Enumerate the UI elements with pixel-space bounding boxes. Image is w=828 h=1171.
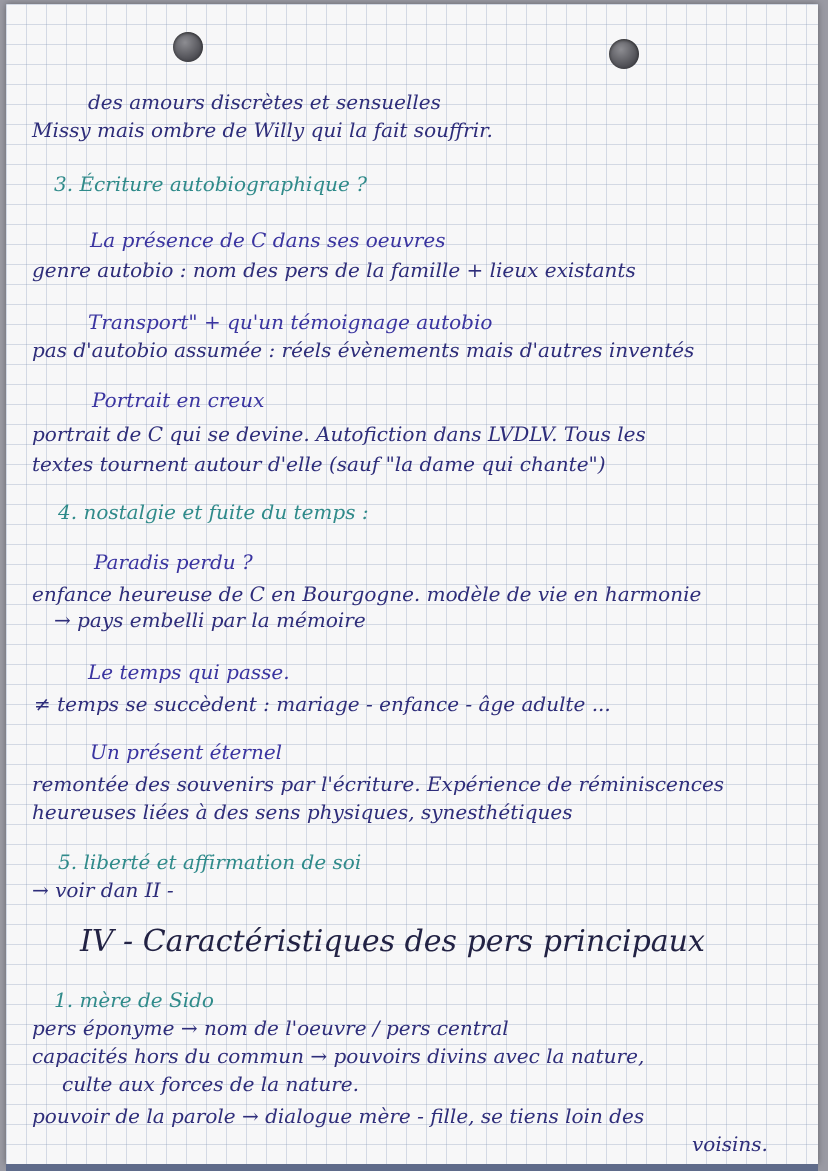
text-line: Missy mais ombre de Willy qui la fait souffrir. [32, 118, 493, 142]
subheading: Transport" + qu'un témoignage autobio [88, 310, 493, 334]
text-line: voisins. [692, 1132, 768, 1156]
text-line: pas d'autobio assumée : réels évènements mais d'autres inventés [32, 338, 695, 362]
text-line: → voir dan II - [32, 878, 174, 902]
subheading: Paradis perdu ? [94, 550, 253, 574]
text-line: → pays embelli par la mémoire [54, 608, 366, 632]
section-heading: 3. Écriture autobiographique ? [54, 172, 367, 196]
part-heading: IV - Caractéristiques des pers principaux [80, 924, 705, 959]
notebook-page [6, 4, 818, 1164]
text-line: textes tournent autour d'elle (sauf "la dame qui chante") [32, 452, 606, 476]
text-line: remontée des souvenirs par l'écriture. Expérience de réminiscences [32, 772, 725, 796]
subheading: La présence de C dans ses oeuvres [90, 228, 446, 252]
text-line: portrait de C qui se devine. Autofiction dans LVDLV. Tous les [32, 422, 646, 446]
text-line: pers éponyme → nom de l'oeuvre / pers central [32, 1016, 509, 1040]
section-heading: 1. mère de Sido [54, 988, 214, 1012]
text-line: des amours discrètes et sensuelles [88, 90, 441, 114]
text-line: genre autobio : nom des pers de la famille + lieux existants [32, 258, 636, 282]
text-line: heureuses liées à des sens physiques, synesthétiques [32, 800, 573, 824]
subheading: Portrait en creux [92, 388, 265, 412]
punch-hole-left [173, 32, 203, 62]
punch-hole-right [609, 39, 639, 69]
subheading: Le temps qui passe. [88, 660, 290, 684]
text-line: capacités hors du commun → pouvoirs divins avec la nature, [32, 1044, 645, 1068]
subheading: Un présent éternel [90, 740, 283, 764]
text-line: culte aux forces de la nature. [62, 1072, 359, 1096]
section-heading: 5. liberté et affirmation de soi [58, 850, 362, 874]
desk-edge [6, 1164, 818, 1171]
section-heading: 4. nostalgie et fuite du temps : [58, 500, 369, 524]
text-line: pouvoir de la parole → dialogue mère - fille, se tiens loin des [32, 1104, 645, 1128]
text-line: enfance heureuse de C en Bourgogne. modèle de vie en harmonie [32, 582, 702, 606]
text-line: ≠ temps se succèdent : mariage - enfance - âge adulte ... [34, 692, 611, 716]
